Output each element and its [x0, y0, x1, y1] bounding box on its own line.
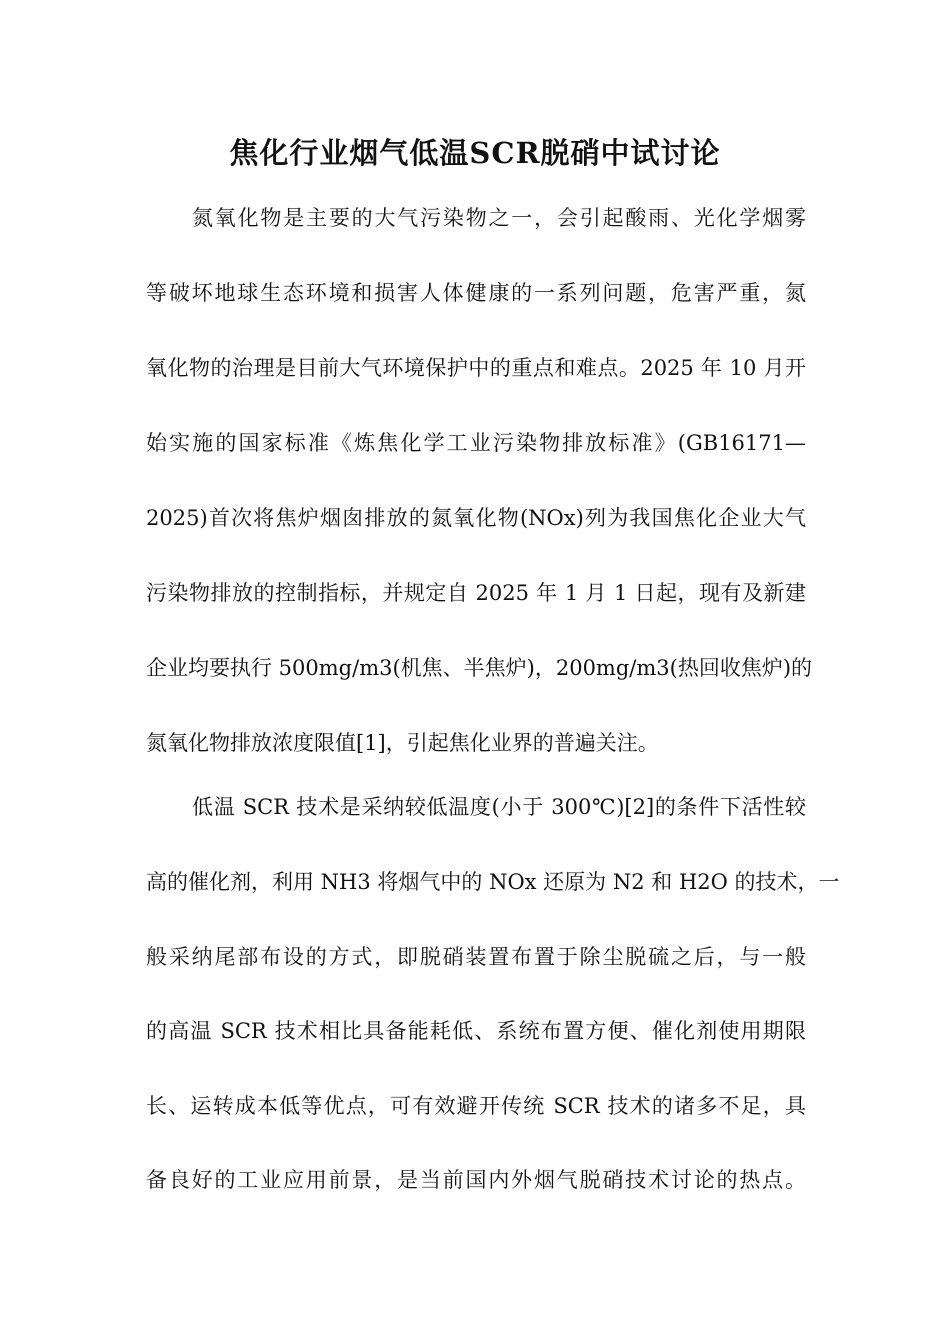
- paragraph-1-line-1: 氮氧化物是主要的大气污染物之一，会引起酸雨、光化学烟雾: [192, 206, 806, 230]
- paragraph-2-line-2: 高的催化剂，利用 NH3 将烟气中的 NOx 还原为 N2 和 H2O 的技术，一: [146, 870, 840, 894]
- paragraph-1-line-4: 始实施的国家标准《炼焦化学工业污染物排放标准》(GB16171—: [146, 431, 806, 455]
- document-title: 焦化行业烟气低温SCR脱硝中试讨论: [229, 136, 721, 170]
- paragraph-2-line-4: 的高温 SCR 技术相比具备能耗低、系统布置方便、催化剂使用期限: [146, 1019, 806, 1043]
- paragraph-2-line-3: 般采纳尾部布设的方式，即脱硝装置布置于除尘脱硫之后，与一般: [146, 945, 806, 969]
- paragraph-2-line-1: 低温 SCR 技术是采纳较低温度(小于 300℃)[2]的条件下活性较: [192, 795, 806, 819]
- paragraph-2-line-5: 长、运转成本低等优点，可有效避开传统 SCR 技术的诸多不足，具: [146, 1094, 806, 1118]
- paragraph-1-line-3: 氧化物的治理是目前大气环境保护中的重点和难点。2025 年 10 月开: [146, 356, 806, 380]
- paragraph-1-line-2: 等破坏地球生态环境和损害人体健康的一系列问题，危害严重，氮: [146, 281, 806, 305]
- paragraph-2-line-6: 备良好的工业应用前景，是当前国内外烟气脱硝技术讨论的热点。: [146, 1168, 806, 1192]
- paragraph-1-line-6: 污染物排放的控制指标，并规定自 2025 年 1 月 1 日起，现有及新建: [146, 581, 806, 605]
- paragraph-1-line-8: 氮氧化物排放浓度限值[1]，引起焦化业界的普遍关注。: [146, 731, 659, 755]
- paragraph-1-line-5: 2025)首次将焦炉烟囱排放的氮氧化物(NOx)列为我国焦化企业大气: [146, 506, 806, 530]
- paragraph-1-line-7: 企业均要执行 500mg/m3(机焦、半焦炉)，200mg/m3(热回收焦炉)的: [146, 656, 813, 680]
